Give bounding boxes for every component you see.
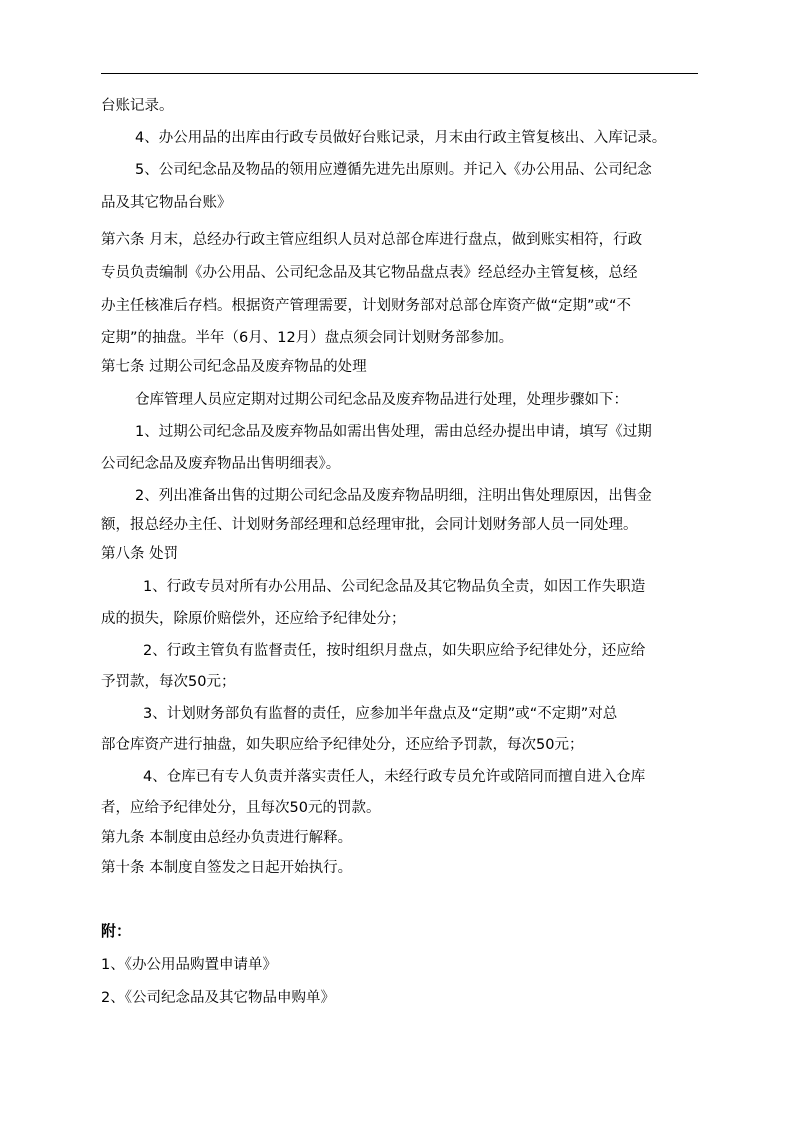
text-line: 品及其它物品台账》 [101,195,232,211]
text-line: 仓库管理人员应定期对过期公司纪念品及废弃物品进行处理，处理步骤如下： [135,392,628,408]
text-line: 公司纪念品及废弃物品出售明细表》。 [101,456,341,472]
text-line: 第十条 本制度自签发之日起开始执行。 [101,860,353,876]
text-line: 成的损失，除原价赔偿外，还应给予纪律处分； [101,611,406,627]
appendix-item: 2、《公司纪念品及其它物品申购单》 [101,990,335,1006]
text-line: 1、过期公司纪念品及废弃物品如需出售处理，需由总经办提出申请，填写《过期 [135,424,652,440]
text-line: 第九条 本制度由总经办负责进行解释。 [101,830,353,846]
text-line: 额，报总经办主任、计划财务部经理和总经理审批，会同计划财务部人员一同处理。 [101,517,638,533]
text-line: 第六条 月末，总经办行政主管应组织人员对总部仓库进行盘点，做到账实相符，行政 [101,232,643,248]
appendix-item: 1、《办公用品购置申请单》 [101,957,277,973]
text-line: 3、计划财务部负有监督的责任，应参加半年盘点及“定期”或“不定期”对总 [143,706,618,722]
text-line: 者，应给予纪律处分，且每次50元的罚款。 [101,800,381,816]
text-line: 2、行政主管负有监督责任，按时组织月盘点，如失职应给予纪律处分，还应给 [143,643,646,659]
text-line: 1、行政专员对所有办公用品、公司纪念品及其它物品负全责，如因工作失职造 [143,579,646,595]
text-line: 予罚款，每次50元； [101,674,236,690]
text-line: 4、仓库已有专人负责并落实责任人，未经行政专员允许或陪同而擅自进入仓库 [143,769,646,785]
text-line: 第八条 处罚 [101,546,179,562]
text-line: 台账记录。 [101,98,174,114]
text-line: 定期”的抽盘。半年（6月、12月）盘点须会同计划财务部参加。 [101,330,514,346]
text-line: 第七条 过期公司纪念品及废弃物品的处理 [101,359,367,375]
text-line: 专员负责编制《办公用品、公司纪念品及其它物品盘点表》经总经办主管复核，总经 [101,265,638,281]
header-rule [101,73,698,74]
text-line: 2、列出准备出售的过期公司纪念品及废弃物品明细，注明出售处理原因，出售金 [135,488,652,504]
text-line: 部仓库资产进行抽盘，如失职应给予纪律处分，还应给予罚款，每次50元； [101,737,584,753]
text-line: 4、办公用品的出库由行政专员做好台账记录，月末由行政主管复核出、入库记录。 [135,130,667,146]
appendix-heading: 附： [101,922,132,940]
text-line: 5、公司纪念品及物品的领用应遵循先进先出原则。并记入《办公用品、公司纪念 [135,162,652,178]
text-line: 办主任核准后存档。根据资产管理需要，计划财务部对总部仓库资产做“定期”或“不 [101,298,632,314]
